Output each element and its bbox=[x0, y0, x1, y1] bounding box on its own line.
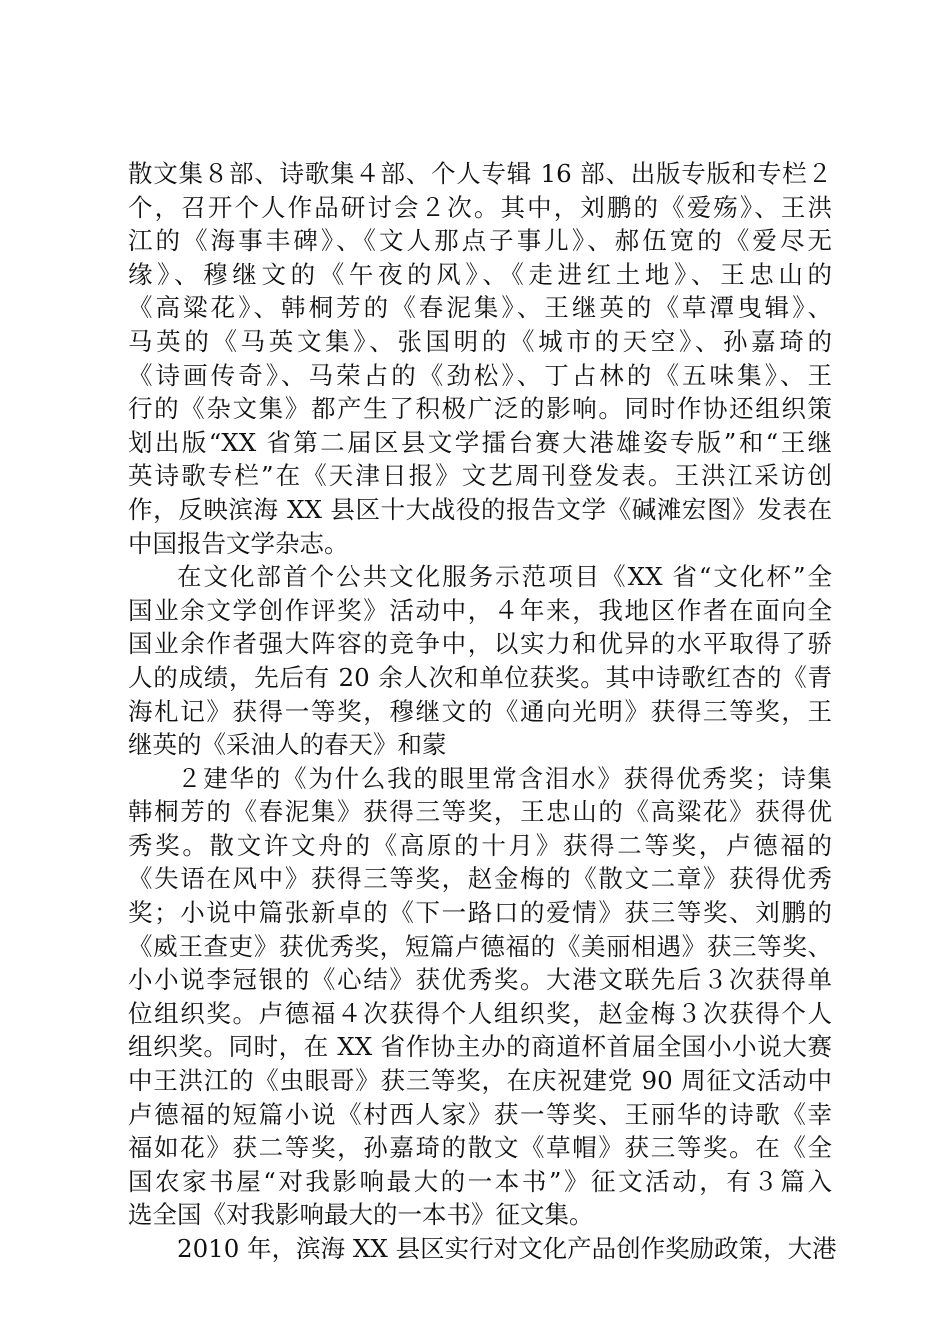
body-text bbox=[128, 157, 837, 1266]
text-line: 马英的《马英文集》、张国明的《城市的天空》、孙嘉琦的 bbox=[128, 326, 832, 356]
text-line: 《失语在风中》获得三等奖，赵金梅的《散文二章》获得优秀 bbox=[128, 864, 832, 894]
text-line: 小小说李冠银的《心结》获优秀奖。大港文联先后３次获得单 bbox=[128, 965, 832, 995]
text-line: 《诗画传奇》、马荣占的《劲松》、丁占林的《五味集》、王 bbox=[128, 360, 832, 390]
text-line: 奖；小说中篇张新卓的《下一路口的爱情》获三等奖、刘鹏的 bbox=[128, 898, 832, 928]
text-line: 缘》、穆继文的《午夜的风》、《走进红土地》、王忠山的 bbox=[128, 259, 832, 289]
text-line: 中国报告文学杂志。 bbox=[128, 528, 349, 558]
text-line: ２建华的《为什么我的眼里常含泪水》获得优秀奖；诗集 bbox=[177, 763, 832, 793]
text-line: 英诗歌专栏”在《天津日报》文艺周刊登发表。王洪江采访创 bbox=[128, 461, 832, 491]
text-line: 位组织奖。卢德福４次获得个人组织奖，赵金梅３次获得个人 bbox=[128, 998, 832, 1028]
text-line: 《威王查吏》获优秀奖，短篇卢德福的《美丽相遇》获三等奖、 bbox=[128, 931, 832, 961]
text-line: 中王洪江的《虫眼哥》获三等奖，在庆祝建党 90 周征文活动中 bbox=[128, 1066, 832, 1096]
text-line: 2010 年，滨海 XX 县区实行对文化产品创作奖励政策，大港 bbox=[177, 1234, 837, 1263]
text-line: 国农家书屋“对我影响最大的一本书”》征文活动，有３篇入 bbox=[128, 1166, 832, 1196]
text-line: 秀奖。散文许文舟的《高原的十月》获得二等奖，卢德福的 bbox=[128, 830, 832, 860]
text-line: 国业余文学创作评奖》活动中，４年来，我地区作者在面向全 bbox=[128, 595, 832, 625]
text-line: 韩桐芳的《春泥集》获得三等奖，王忠山的《高粱花》获得优 bbox=[128, 797, 832, 827]
text-line: 江的《海事丰碑》、《文人那点子事儿》、郝伍宽的《爱尽无 bbox=[128, 226, 832, 256]
text-line: 人的成绩，先后有 20 余人次和单位获奖。其中诗歌红杏的《青 bbox=[128, 662, 832, 692]
text-line: 卢德福的短篇小说《村西人家》获一等奖、王丽华的诗歌《幸 bbox=[128, 1099, 832, 1129]
text-line: 行的《杂文集》都产生了积极广泛的影响。同时作协还组织策 bbox=[128, 394, 832, 424]
text-line: 组织奖。同时，在 XX 省作协主办的商道杯首届全国小小说大赛 bbox=[128, 1032, 832, 1062]
text-line: 个，召开个人作品研讨会２次。其中，刘鹏的《爱殇》、王洪 bbox=[128, 192, 832, 222]
text-line: 福如花》获二等奖，孙嘉琦的散文《草帽》获三等奖。在《全 bbox=[128, 1133, 832, 1163]
text-line: 作，反映滨海 XX 县区十大战役的报告文学《碱滩宏图》发表在 bbox=[128, 494, 832, 524]
text-line: 划出版“XX 省第二届区县文学擂台赛大港雄姿专版”和“王继 bbox=[128, 427, 832, 457]
text-line: 国业余作者强大阵容的竞争中，以实力和优异的水平取得了骄 bbox=[128, 629, 832, 659]
text-line: 继英的《采油人的春天》和蒙 bbox=[128, 730, 447, 760]
text-line: 海札记》获得一等奖，穆继文的《通向光明》获得三等奖，王 bbox=[128, 696, 832, 726]
text-line: 散文集８部、诗歌集４部、个人专辑 16 部、出版专版和专栏２ bbox=[128, 159, 832, 188]
text-line: 选全国《对我影响最大的一本书》征文集。 bbox=[128, 1200, 594, 1230]
text-line: 《高粱花》、韩桐芳的《春泥集》、王继英的《草潭曳辑》、 bbox=[128, 293, 832, 323]
text-line: 在文化部首个公共文化服务示范项目《XX 省“文化杯”全 bbox=[177, 562, 832, 592]
